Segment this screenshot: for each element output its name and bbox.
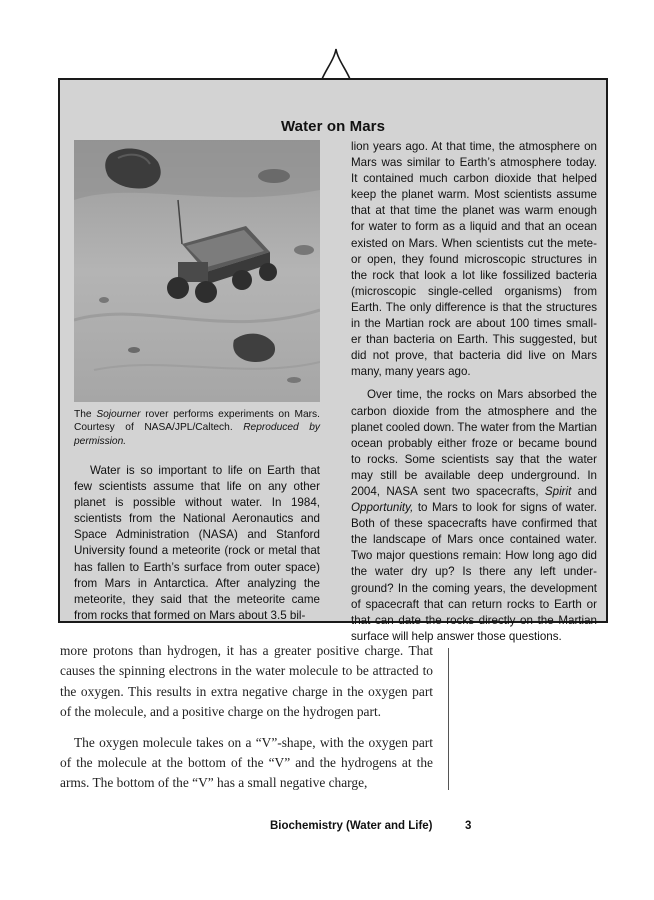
margin-rule (448, 648, 449, 790)
sidebar-paragraph: Water is so important to life on Earth that few scientists assume that life on any other planet is possible without water. In 1984, scientists from the National Aeronautics and Space Administration (NASA) and Stanford University found a meteorite (rock or metal that has fallen to Earth’s surface from outer space) from Mars in Antarctica. After analyzing the meteorite, they said that the meteorite came from rocks that formed on Mars about 3.5 bil- (74, 464, 320, 622)
sidebar-title: Water on Mars (280, 118, 386, 135)
sidebar-box (58, 78, 608, 643)
main-body-text (60, 641, 433, 794)
sidebar-column-left (74, 463, 320, 624)
sidebar-column-right (351, 139, 597, 645)
sidebar-paragraph: Over time, the rocks on Mars absorbed the carbon dioxide from the atmosphere and the planet cooled down. The water from the Martian ocean probably either froze or became bound to rocks. Some scientists say that the water may still be available deep underground. In 2004, NASA sent two spacecrafts, Spirit and Opportunity, to Mars to look for signs of water. Both of these spacecrafts have confirmed that the landscape of Mars once contained water. Two major questions remain: How long ago did the water dry up? Is there any left under- ground? In the coming years, the development of spacecraft that can return rocks to Earth or that can date the rocks directly on the Martian surface will help answer those questions. (351, 388, 597, 643)
body-paragraph: more protons than hydrogen, it has a greater positive charge. That causes the spinning electrons in the water molecule to be attracted to the oxygen. This results in extra negative charge in the oxygen part of the molecule, and a positive charge on the hydrogen part. (60, 643, 433, 720)
sidebar-paragraph: lion years ago. At that time, the atmosphere on Mars was similar to Earth’s atmosphere today. It contained much carbon dioxide that helped keep the planet warm. Most scientists assume that at that time the planet was warm enough for water to form as a liquid and that an ocean existed on Mars. When scientists cut the mete- or open, they found microscopic structures in the rock that look a lot like fossilized bacteria (microscopic single-celled organisms) from Earth. The only difference is that the structures in the Martian rock are about 100 times small- er than bacteria on Earth. This suggested, but did not prove, that bacteria did live on Mars many, many years ago. (351, 140, 597, 379)
mars-rover-photo (74, 140, 320, 402)
photo-caption: The Sojourner rover performs experiments on Mars. Courtesy of NASA/JPL/Caltech. Reproduced by permission. (74, 409, 320, 447)
running-footer-title: Biochemistry (Water and Life) (270, 820, 433, 832)
page-number: 3 (465, 820, 472, 832)
body-paragraph: The oxygen molecule takes on a “V”-shape, with the oxygen part of the molecule at the bottom of the “V” and the hydrogens at the arms. The bottom of the “V” has a small negative charge, (60, 734, 433, 791)
